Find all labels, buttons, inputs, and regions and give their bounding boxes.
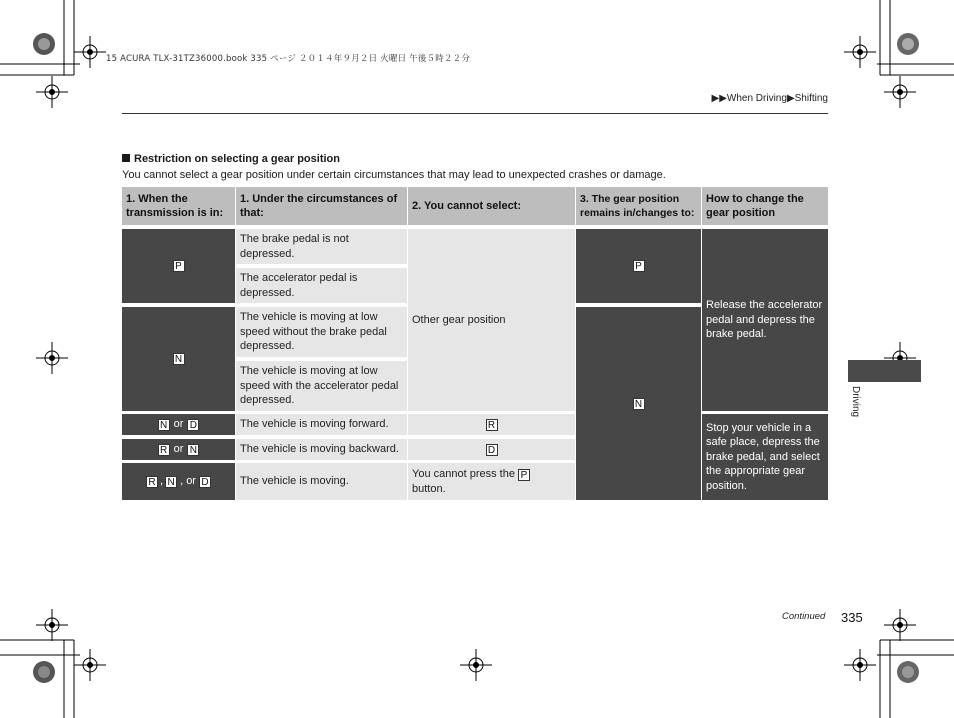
cell-brake-not-depressed: The brake pedal is not depressed.: [236, 229, 407, 264]
cell-p-position: [122, 229, 235, 303]
breadcrumb-section[interactable]: When Driving: [726, 93, 787, 104]
comma-or-text: , or: [180, 475, 196, 488]
r-key: R: [486, 419, 498, 431]
header-cannot-select: 2. You cannot select:: [408, 187, 575, 225]
d-key: D: [187, 419, 199, 431]
cannot-press-text: You cannot press the: [412, 468, 515, 480]
cell-select-r: [408, 414, 575, 435]
n-key: N: [633, 398, 645, 410]
n-key: N: [165, 476, 177, 488]
square-bullet-icon: [122, 154, 130, 162]
cell-other-gear: Other gear position: [408, 229, 575, 411]
cell-release-accel: Release the accelerator pedal and depress the brake pedal.: [702, 229, 828, 411]
or-text: or: [173, 443, 184, 456]
cell-select-d: [408, 439, 575, 460]
header-how-to-change: How to change the gear position: [702, 187, 828, 225]
p-key: P: [633, 260, 645, 272]
intro-text: You cannot select a gear position under certain circumstances that may lead to unexpected crashes or damage.: [122, 169, 666, 181]
header-rule: [122, 113, 828, 114]
section-title-text: Restriction on selecting a gear position: [134, 153, 340, 165]
button-text: button.: [412, 482, 446, 495]
cell-r-or-n: [122, 439, 235, 460]
breadcrumb: [712, 93, 828, 104]
r-key: R: [146, 476, 158, 488]
section-title: [122, 153, 340, 165]
comma-text: ,: [160, 475, 164, 488]
continued-label: Continued: [782, 611, 826, 622]
d-key: D: [486, 444, 498, 456]
p-key: P: [518, 469, 530, 481]
cell-n-or-d: [122, 414, 235, 435]
cell-low-speed-no-brake: The vehicle is moving at low speed without the brake pedal depressed.: [236, 307, 407, 357]
cell-moving-backward: The vehicle is moving backward.: [236, 439, 407, 460]
cell-moving: The vehicle is moving.: [236, 463, 407, 500]
d-key: D: [199, 476, 211, 488]
or-text: or: [173, 418, 184, 431]
cell-n-position: [122, 307, 235, 411]
header-transmission: 1. When the transmission is in:: [122, 187, 235, 225]
cell-r-n-or-d: [122, 463, 235, 500]
p-key: P: [173, 260, 185, 272]
breadcrumb-subsection[interactable]: Shifting: [794, 93, 828, 104]
cell-stop-vehicle: Stop your vehicle in a safe place, depress the brake pedal, and select the appropriate gear position.: [702, 414, 828, 500]
header-circumstances: 1. Under the circumstances of that:: [236, 187, 407, 225]
cell-accel-depressed: The accelerator pedal is depressed.: [236, 268, 407, 303]
n-key: N: [173, 353, 185, 365]
r-key: R: [158, 444, 170, 456]
n-key: N: [158, 419, 170, 431]
side-tab-marker: [848, 360, 921, 382]
cell-remains-p: [576, 229, 701, 303]
cell-cannot-press-p: [408, 463, 575, 500]
breadcrumb-arrow: ▶: [786, 93, 795, 104]
breadcrumb-arrows: ▶▶: [711, 93, 727, 104]
page-number: 335: [841, 610, 863, 625]
n-key: N: [187, 444, 199, 456]
side-tab-label: Driving: [850, 386, 861, 418]
cell-low-speed-accel: The vehicle is moving at low speed with the accelerator pedal depressed.: [236, 361, 407, 411]
header-remains-in: 3. The gear position remains in/changes to:: [576, 187, 701, 225]
printer-slug: 15 ACURA TLX-31TZ36000.book 335 ページ ２０１４年９月２日 火曜日 午後５時２２分: [106, 54, 471, 64]
cell-moving-forward: The vehicle is moving forward.: [236, 414, 407, 435]
cell-remains-n: [576, 307, 701, 500]
